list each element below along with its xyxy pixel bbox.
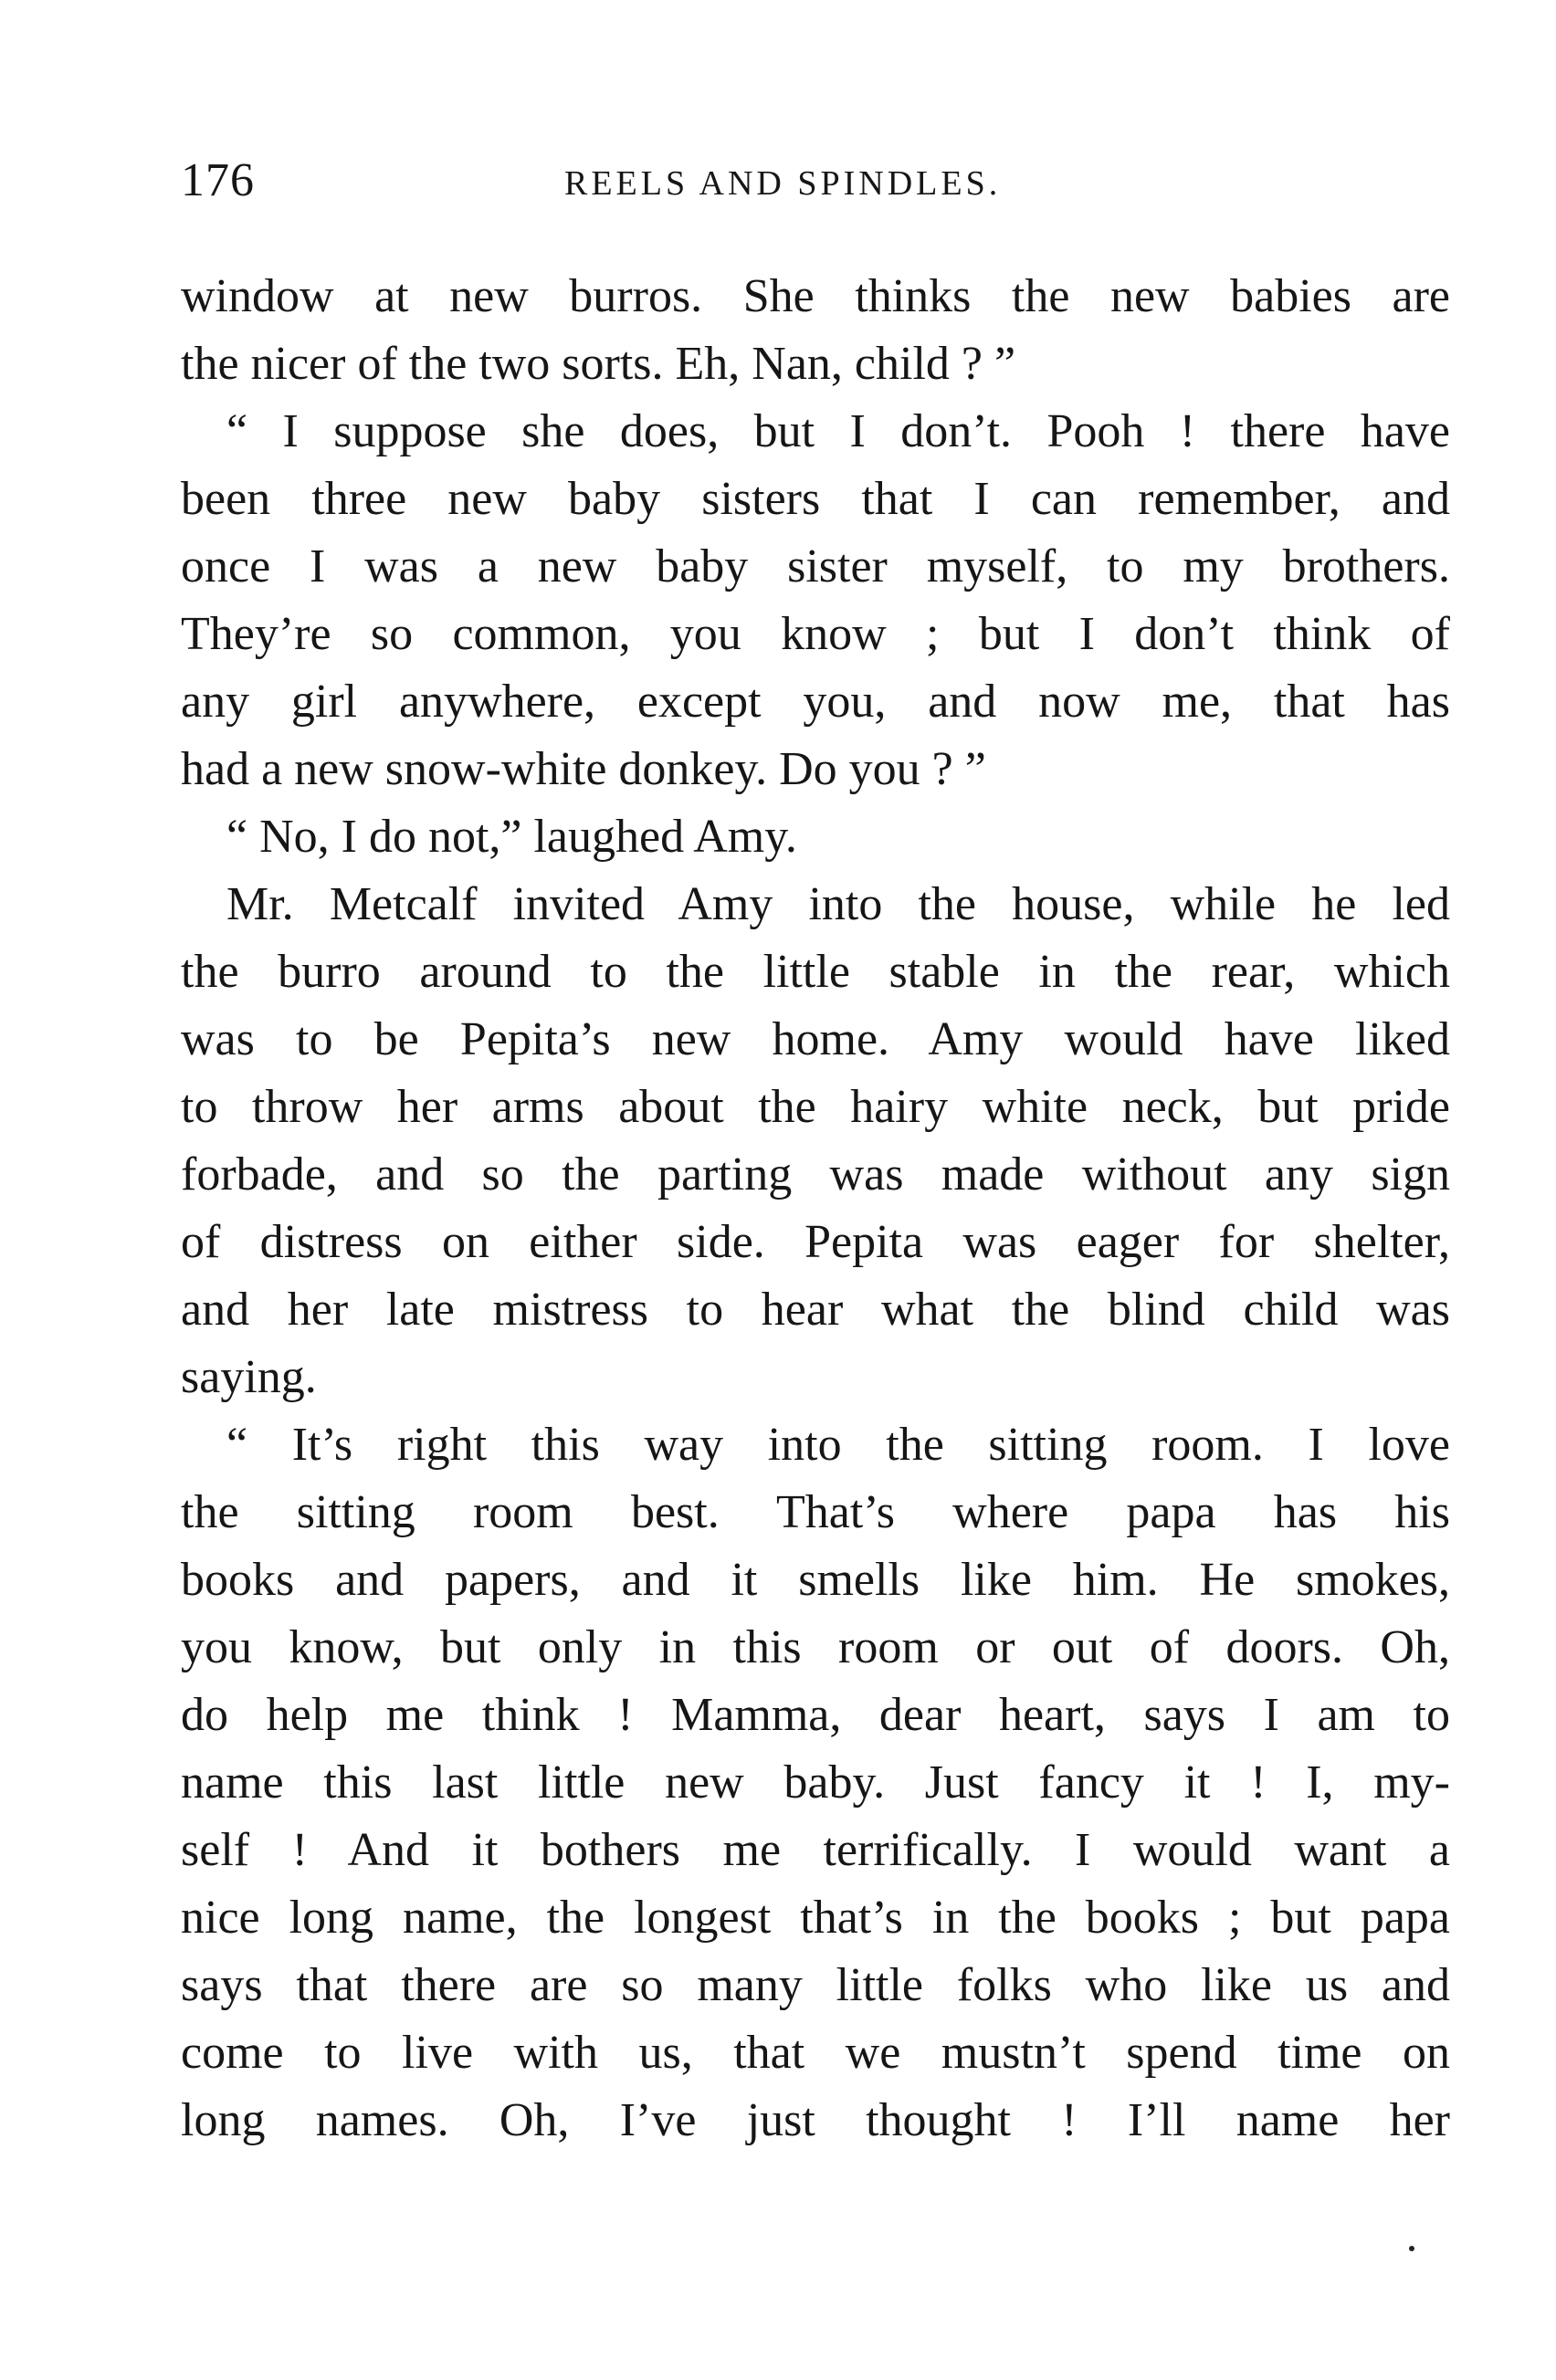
text-line: “ No, I do not,” laughed Amy. (226, 811, 797, 863)
text-line: the sitting room best. That’s where papa has his (181, 1486, 1450, 1538)
page-header (181, 153, 1450, 208)
text-line: of distress on either side. Pepita was eager for shelter, (181, 1216, 1450, 1268)
text-line: come to live with us, that we mustn’t spend time on (181, 2027, 1450, 2079)
text-line: once I was a new baby sister myself, to my brothers. (181, 540, 1450, 592)
text-line: They’re so common, you know ; but I don’t think of (181, 608, 1450, 660)
text-line: been three new baby sisters that I can remember, and (181, 473, 1450, 525)
text-line: forbade, and so the parting was made without any sign (181, 1148, 1450, 1200)
text-line: and her late mistress to hear what the blind child was (181, 1284, 1450, 1336)
text-line: the burro around to the little stable in the rear, which (181, 946, 1450, 998)
text-line: saying. (181, 1351, 317, 1403)
text-line: nice long name, the longest that’s in the books ; but papa (181, 1892, 1450, 1944)
text-line: name this last little new baby. Just fancy it ! I, my- (181, 1756, 1450, 1809)
text-line: books and papers, and it smells like him. He smokes, (181, 1554, 1450, 1606)
text-line: “ I suppose she does, but I don’t. Pooh ! there have (226, 405, 1450, 457)
page-number: 176 (181, 154, 255, 206)
text-line: do help me think ! Mamma, dear heart, says I am to (181, 1689, 1450, 1741)
body-text (181, 263, 1450, 2155)
text-line: had a new snow-white donkey. Do you ? ” (181, 743, 986, 795)
text-line: was to be Pepita’s new home. Amy would have liked (181, 1013, 1450, 1065)
print-speck (1409, 2246, 1414, 2251)
text-line: the nicer of the two sorts. Eh, Nan, child ? ” (181, 338, 1016, 390)
text-line: you know, but only in this room or out of doors. Oh, (181, 1621, 1450, 1673)
text-line: “ It’s right this way into the sitting room. I love (226, 1419, 1450, 1471)
running-head: REELS AND SPINDLES. (564, 164, 1002, 203)
text-line: long names. Oh, I’ve just thought ! I’ll name her (181, 2094, 1450, 2146)
text-line: says that there are so many little folks who like us and (181, 1959, 1450, 2011)
text-line: self ! And it bothers me terrifically. I would want a (181, 1824, 1450, 1876)
text-line: any girl anywhere, except you, and now me, that has (181, 676, 1450, 728)
text-line: Mr. Metcalf invited Amy into the house, while he led (226, 878, 1450, 930)
text-line: to throw her arms about the hairy white neck, but pride (181, 1081, 1450, 1133)
text-line: window at new burros. She thinks the new babies are (181, 270, 1450, 322)
